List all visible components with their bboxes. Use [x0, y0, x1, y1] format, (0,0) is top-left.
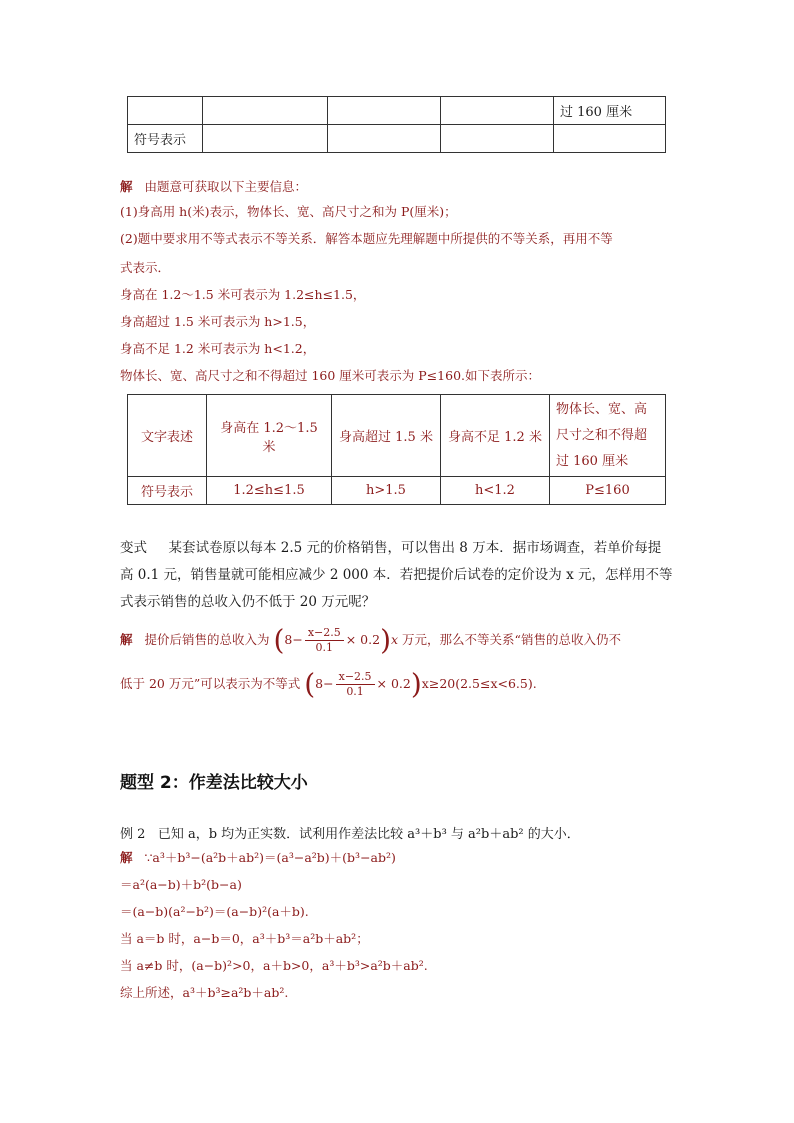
example-solution-label: 解: [120, 850, 133, 865]
top-table-cell: 过 160 厘米: [554, 97, 666, 125]
solution-line: (1)身高用 h(米)表示，物体长、宽、高尺寸之和为 P(厘米)；: [120, 204, 457, 219]
solution-line: (2)题中要求用不等式表示不等关系．解答本题应先理解题中所提供的不等关系，再用不等: [120, 231, 613, 246]
example-text: 已知 a，b 均为正实数．试利用作差法比较 a³＋b³ 与 a²b＋ab² 的大小．: [157, 827, 580, 842]
example-solution-text: ∵a³＋b³−(a²b＋ab²)＝(a³−a²b)＋(b³−ab²): [144, 850, 396, 865]
paren-post: × 0.2: [345, 632, 381, 647]
variant-solution-line: [120, 666, 537, 702]
example-label: 例 2: [120, 827, 146, 842]
variant-text: 某套试卷原以每本 2.5 元的价格销售，可以售出 8 万本．据市场调查，若单价每提: [168, 540, 662, 556]
variant-solution-label: 解: [120, 632, 133, 647]
right-paren: ): [380, 623, 391, 657]
example-solution-line: ＝a²(a−b)＋b²(b−a): [120, 877, 242, 892]
variant-label: 变式: [120, 540, 147, 556]
top-table-cell: [128, 97, 203, 125]
fraction-denominator: 0.1: [346, 685, 364, 698]
answer-table-row-label: 符号表示: [128, 477, 207, 505]
solution-line: 身高在 1.2～1.5 米可表示为 1.2≤h≤1.5，: [120, 287, 366, 302]
answer-table-header: 身高不足 1.2 米: [441, 395, 550, 477]
answer-table-cell: h>1.5: [332, 477, 441, 505]
top-table-cell: [441, 97, 554, 125]
paren-pre: 8−: [315, 676, 334, 691]
left-paren: (: [304, 667, 316, 701]
right-paren: ): [410, 667, 422, 701]
solution-text: 由题意可获取以下主要信息：: [144, 179, 307, 194]
example-solution-line: 当 a＝b 时，a−b＝0，a³＋b³＝a²b＋ab²；: [120, 931, 369, 946]
example-solution-line: [120, 848, 396, 868]
top-table-cell: [203, 97, 328, 125]
solution-line: [120, 177, 307, 197]
top-table-cell: [328, 125, 441, 153]
left-paren: (: [273, 623, 285, 657]
variant-solution-line: [120, 622, 621, 658]
solution-line: 物体长、宽、高尺寸之和不得超过 160 厘米可表示为 P≤160.如下表所示：: [120, 368, 540, 383]
answer-table-cell: 1.2≤h≤1.5: [207, 477, 332, 505]
fraction-numerator: x−2.5: [336, 670, 375, 685]
fraction-denominator: 0.1: [315, 641, 334, 654]
top-table-cell: [203, 125, 328, 153]
top-table: [127, 96, 666, 153]
example-solution-line: 当 a≠b 时，(a−b)²>0，a＋b>0，a³＋b³>a²b＋ab².: [120, 958, 428, 973]
paren-pre: 8−: [284, 632, 303, 647]
solution-line: 身高超过 1.5 米可表示为 h>1.5，: [120, 314, 316, 329]
fraction: [305, 626, 344, 655]
answer-table-cell: h<1.2: [441, 477, 550, 505]
answer-table-header: 身高超过 1.5 米: [332, 395, 441, 477]
variant-solution-text: 提价后销售的总收入为: [144, 632, 270, 647]
answer-table-header-label: 文字表述: [128, 395, 207, 477]
answer-table-cell: P≤160: [550, 477, 666, 505]
fraction-numerator: x−2.5: [305, 626, 344, 641]
top-table-row-label: 符号表示: [128, 125, 203, 153]
variable-x: x: [391, 632, 399, 647]
section-title: 题型 2：作差法比较大小: [120, 773, 308, 793]
solution-label: 解: [120, 179, 133, 194]
fraction: [336, 670, 375, 699]
answer-table-header: 身高在 1.2～1.5 米: [207, 395, 332, 477]
variant-line: 式表示销售的总收入仍不低于 20 万元呢？: [120, 594, 376, 610]
top-table-cell: [328, 97, 441, 125]
variant-line: [120, 535, 661, 561]
answer-table: [127, 394, 666, 505]
answer-table-header: 物体长、宽、高尺寸之和不得超过 160 厘米: [550, 395, 666, 477]
example-line: [120, 822, 580, 848]
top-table-cell: [441, 125, 554, 153]
example-solution-line: 综上所述，a³＋b³≥a²b＋ab².: [120, 985, 289, 1000]
variant-solution-text: 低于 20 万元”可以表示为不等式: [120, 676, 301, 691]
top-table-cell: [554, 125, 666, 153]
example-solution-line: ＝(a−b)(a²−b²)＝(a−b)²(a＋b).: [120, 904, 309, 919]
paren-post: × 0.2: [376, 676, 411, 691]
solution-line: 式表示．: [120, 260, 171, 275]
solution-line: 身高不足 1.2 米可表示为 h<1.2，: [120, 341, 316, 356]
variant-line: 高 0.1 元，销售量就可能相应减少 2 000 本．若把提价后试卷的定价设为 x 元，怎样用不等: [120, 567, 673, 583]
variant-solution-text: 万元，那么不等关系“销售的总收入仍不: [402, 632, 621, 647]
variant-solution-text: x≥20(2.5≤x<6.5).: [421, 676, 537, 691]
